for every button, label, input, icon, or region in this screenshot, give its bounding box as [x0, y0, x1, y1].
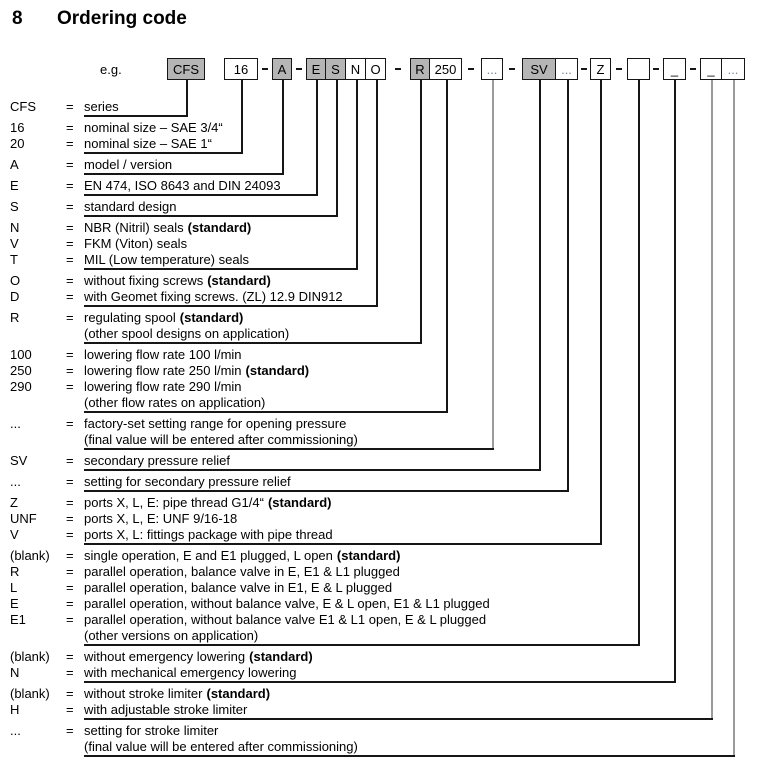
- code-note: (other versions on application): [84, 628, 259, 643]
- standard-flag: (standard): [245, 363, 310, 378]
- code-description-text: factory-set setting range for opening pressure: [84, 416, 347, 431]
- code-definition-row: [0, 548, 763, 564]
- code-definition-row: [0, 580, 763, 596]
- standard-flag: (standard): [206, 686, 271, 701]
- code-description: [84, 252, 249, 268]
- code-description-text: lowering flow rate 290 l/min: [84, 379, 242, 394]
- code-box: [430, 58, 462, 80]
- code-label: N: [10, 220, 20, 235]
- equals-sign: =: [66, 686, 74, 701]
- standard-flag: (standard): [249, 649, 313, 664]
- code-description: [84, 416, 346, 432]
- equals-sign: =: [66, 723, 74, 738]
- code-label: 100: [10, 347, 32, 362]
- code-label: ...: [10, 416, 21, 431]
- code-label: T: [10, 252, 18, 267]
- code-box-label: R: [415, 61, 425, 77]
- dash-separator: [296, 68, 302, 70]
- code-box: [272, 58, 292, 80]
- code-description-text: parallel operation, without balance valve, E & L open, E1 & L1 plugged: [84, 596, 490, 611]
- dash-separator: [616, 68, 622, 70]
- code-box: [366, 58, 386, 80]
- code-note-row: [0, 326, 763, 342]
- dash-separator: [509, 68, 515, 70]
- code-label: Z: [10, 495, 18, 510]
- code-description: [84, 453, 230, 469]
- code-description-text: without stroke limiter: [84, 686, 203, 701]
- group-underline: [84, 152, 243, 154]
- equals-sign: =: [66, 702, 74, 717]
- code-description-text: FKM (Viton) seals: [84, 236, 188, 251]
- code-label: ...: [10, 723, 21, 738]
- code-box: [481, 58, 503, 80]
- equals-sign: =: [66, 495, 74, 510]
- code-description-text: single operation, E and E1 plugged, L open: [84, 548, 333, 563]
- code-definition-row: [0, 120, 763, 136]
- code-note: (final value will be entered after commissioning): [84, 432, 358, 447]
- code-description: [84, 379, 242, 395]
- code-definition-row: [0, 527, 763, 543]
- code-definition-row: [0, 416, 763, 432]
- code-definition-row: [0, 564, 763, 580]
- code-box-label: _: [707, 61, 715, 77]
- code-box-label: S: [331, 61, 340, 77]
- code-box: [663, 58, 686, 80]
- group-underline: [84, 644, 640, 646]
- code-description: [84, 548, 400, 564]
- code-box: [556, 58, 578, 80]
- code-description: [84, 273, 271, 289]
- code-definition-row: [0, 723, 763, 739]
- code-description-text: setting for secondary pressure relief: [84, 474, 291, 489]
- code-description: [84, 580, 392, 596]
- equals-sign: =: [66, 612, 74, 627]
- group-underline: [84, 342, 422, 344]
- code-label: N: [10, 665, 20, 680]
- code-label: ...: [10, 474, 21, 489]
- code-description-text: regulating spool: [84, 310, 176, 325]
- code-description: [84, 289, 343, 305]
- section-title: Ordering code: [57, 8, 187, 29]
- code-definition-row: [0, 199, 763, 215]
- section-number: 8: [12, 8, 23, 29]
- equals-sign: =: [66, 99, 74, 114]
- code-definition-row: [0, 702, 763, 718]
- code-box: [167, 58, 205, 80]
- equals-sign: =: [66, 511, 74, 526]
- code-description-text: without emergency lowering: [84, 649, 246, 664]
- code-box-label: _: [670, 61, 679, 77]
- code-description-text: lowering flow rate 100 l/min: [84, 347, 242, 362]
- code-description-text: setting for stroke limiter: [84, 723, 219, 738]
- code-definition-row: [0, 289, 763, 305]
- code-description: [84, 665, 296, 681]
- code-label: SV: [10, 453, 28, 468]
- code-label: H: [10, 702, 20, 717]
- code-definition-row: [0, 474, 763, 490]
- code-definition-row: [0, 665, 763, 681]
- code-definition-row: [0, 379, 763, 395]
- code-description-text: with adjustable stroke limiter: [84, 702, 248, 717]
- code-description: [84, 236, 187, 252]
- equals-sign: =: [66, 649, 74, 664]
- equals-sign: =: [66, 273, 74, 288]
- group-underline: [84, 490, 569, 492]
- code-description-text: with mechanical emergency lowering: [84, 665, 297, 680]
- code-description-text: lowering flow rate 250 l/min: [84, 363, 242, 378]
- code-description: [84, 347, 242, 363]
- code-box: [722, 58, 745, 80]
- code-box: [306, 58, 326, 80]
- code-note: (other spool designs on application): [84, 326, 290, 341]
- code-box-label: O: [370, 61, 381, 77]
- code-note: (final value will be entered after commissioning): [84, 739, 358, 754]
- code-box-label: 16: [233, 61, 249, 77]
- code-description: [84, 310, 243, 326]
- code-definition-row: [0, 596, 763, 612]
- code-description: [84, 511, 237, 527]
- equals-sign: =: [66, 310, 74, 325]
- code-label: (blank): [10, 649, 50, 664]
- code-label: 16: [10, 120, 25, 135]
- code-box: [522, 58, 556, 80]
- code-definition-row: [0, 273, 763, 289]
- code-description-text: nominal size – SAE 3/4“: [84, 120, 223, 135]
- equals-sign: =: [66, 199, 74, 214]
- code-definition-row: [0, 252, 763, 268]
- code-description: [84, 474, 291, 490]
- standard-flag: (standard): [336, 548, 401, 563]
- dash-separator: [262, 68, 268, 70]
- code-box: [224, 58, 258, 80]
- equals-sign: =: [66, 363, 74, 378]
- code-label: UNF: [10, 511, 37, 526]
- code-note: (other flow rates on application): [84, 395, 266, 410]
- code-definition-row: [0, 495, 763, 511]
- code-description-text: without fixing screws: [84, 273, 204, 288]
- code-box: [346, 58, 366, 80]
- code-definition-row: [0, 649, 763, 665]
- code-definition-row: [0, 363, 763, 379]
- code-description: [84, 157, 172, 173]
- code-definition-row: [0, 612, 763, 628]
- code-description-text: NBR (Nitril) seals: [84, 220, 184, 235]
- group-underline: [84, 173, 284, 175]
- group-underline: [84, 681, 676, 683]
- code-box-label: Z: [596, 61, 605, 77]
- equals-sign: =: [66, 157, 74, 172]
- code-label: E: [10, 178, 19, 193]
- code-description-text: nominal size – SAE 1“: [84, 136, 212, 151]
- code-definition-row: [0, 686, 763, 702]
- standard-flag: (standard): [207, 273, 271, 288]
- code-label: D: [10, 289, 20, 304]
- code-label: R: [10, 310, 20, 325]
- code-box: [627, 58, 650, 80]
- code-description: [84, 527, 333, 543]
- code-description: [84, 495, 332, 511]
- group-underline: [84, 448, 494, 450]
- dash-separator: [468, 68, 474, 70]
- code-note-row: [0, 432, 763, 448]
- dash-separator: [581, 68, 587, 70]
- group-underline: [84, 305, 378, 307]
- equals-sign: =: [66, 564, 74, 579]
- code-description-text: model / version: [84, 157, 173, 172]
- code-label: L: [10, 580, 18, 595]
- equals-sign: =: [66, 136, 74, 151]
- code-definition-row: [0, 178, 763, 194]
- code-definition-row: [0, 236, 763, 252]
- dash-separator: [395, 68, 401, 70]
- code-label: E: [10, 596, 19, 611]
- code-description: [84, 120, 223, 136]
- code-box-label: A: [277, 61, 287, 77]
- code-label: A: [10, 157, 19, 172]
- code-note-row: [0, 628, 763, 644]
- equals-sign: =: [66, 665, 74, 680]
- code-definition-row: [0, 453, 763, 469]
- equals-sign: =: [66, 252, 74, 267]
- dash-separator: [690, 68, 696, 70]
- code-description: [84, 596, 490, 612]
- code-description-text: EN 474, ISO 8643 and DIN 24093: [84, 178, 281, 193]
- dash-separator: [653, 68, 659, 70]
- code-definition-row: [0, 511, 763, 527]
- code-label: (blank): [10, 686, 50, 701]
- code-description: [84, 649, 313, 665]
- code-description: [84, 363, 309, 379]
- group-underline: [84, 755, 735, 757]
- group-underline: [84, 215, 338, 217]
- code-description-text: parallel operation, balance valve in E1, E & L plugged: [84, 580, 393, 595]
- standard-flag: (standard): [267, 495, 332, 510]
- group-underline: [84, 115, 188, 117]
- code-definition-row: [0, 347, 763, 363]
- code-description: [84, 723, 218, 739]
- code-box-label: 250: [434, 61, 457, 77]
- code-description: [84, 99, 119, 115]
- code-label: R: [10, 564, 20, 579]
- equals-sign: =: [66, 527, 74, 542]
- standard-flag: (standard): [187, 220, 252, 235]
- code-label: S: [10, 199, 19, 214]
- code-box: [326, 58, 346, 80]
- code-box-label: ...: [561, 61, 572, 77]
- code-label: 290: [10, 379, 32, 394]
- group-underline: [84, 411, 448, 413]
- code-definition-row: [0, 136, 763, 152]
- code-description-text: secondary pressure relief: [84, 453, 230, 468]
- code-definition-row: [0, 157, 763, 173]
- code-note-row: [0, 395, 763, 411]
- code-label: V: [10, 527, 19, 542]
- equals-sign: =: [66, 379, 74, 394]
- code-label: O: [10, 273, 21, 288]
- group-underline: [84, 268, 358, 270]
- code-description: [84, 136, 212, 152]
- code-description-text: ports X, L, E: pipe thread G1/4“: [84, 495, 264, 510]
- code-description-text: parallel operation, balance valve in E, E1 & L1 plugged: [84, 564, 400, 579]
- code-description-text: standard design: [84, 199, 177, 214]
- group-underline: [84, 718, 713, 720]
- group-underline: [84, 543, 602, 545]
- code-box-label: ...: [727, 61, 739, 77]
- code-label: E1: [10, 612, 26, 627]
- group-underline: [84, 469, 541, 471]
- code-box: [410, 58, 430, 80]
- code-note-row: [0, 739, 763, 755]
- code-description: [84, 178, 281, 194]
- equals-sign: =: [66, 474, 74, 489]
- code-description-text: ports X, L: fittings package with pipe thread: [84, 527, 333, 542]
- code-box-label: N: [350, 61, 361, 77]
- code-description-text: MIL (Low temperature) seals: [84, 252, 249, 267]
- code-description-text: series: [84, 99, 119, 114]
- equals-sign: =: [66, 416, 74, 431]
- code-box-label: ...: [486, 61, 498, 77]
- code-label: 250: [10, 363, 32, 378]
- code-definition-row: [0, 310, 763, 326]
- code-label: 20: [10, 136, 25, 151]
- equals-sign: =: [66, 347, 74, 362]
- equals-sign: =: [66, 289, 74, 304]
- code-box-label: CFS: [173, 61, 199, 77]
- code-box-label: E: [311, 61, 321, 77]
- equals-sign: =: [66, 120, 74, 135]
- code-definition-row: [0, 99, 763, 115]
- equals-sign: =: [66, 453, 74, 468]
- code-description-text: parallel operation, without balance valve E1 & L1 open, E & L plugged: [84, 612, 487, 627]
- equals-sign: =: [66, 236, 74, 251]
- code-description-text: with Geomet fixing screws. (ZL) 12.9 DIN912: [84, 289, 343, 304]
- equals-sign: =: [66, 220, 74, 235]
- standard-flag: (standard): [179, 310, 244, 325]
- equals-sign: =: [66, 548, 74, 563]
- code-label: (blank): [10, 548, 50, 563]
- equals-sign: =: [66, 580, 74, 595]
- code-description: [84, 702, 247, 718]
- code-box: [700, 58, 722, 80]
- code-box-label: SV: [530, 61, 548, 77]
- code-label: CFS: [10, 99, 36, 114]
- equals-sign: =: [66, 178, 74, 193]
- code-description: [84, 199, 177, 215]
- code-box: [590, 58, 611, 80]
- code-description-text: ports X, L, E: UNF 9/16-18: [84, 511, 238, 526]
- code-description: [84, 686, 270, 702]
- code-description: [84, 220, 251, 236]
- code-description: [84, 612, 486, 628]
- equals-sign: =: [66, 596, 74, 611]
- code-definition-row: [0, 220, 763, 236]
- code-description: [84, 564, 400, 580]
- example-label: e.g.: [100, 62, 122, 77]
- code-label: V: [10, 236, 19, 251]
- group-underline: [84, 194, 318, 196]
